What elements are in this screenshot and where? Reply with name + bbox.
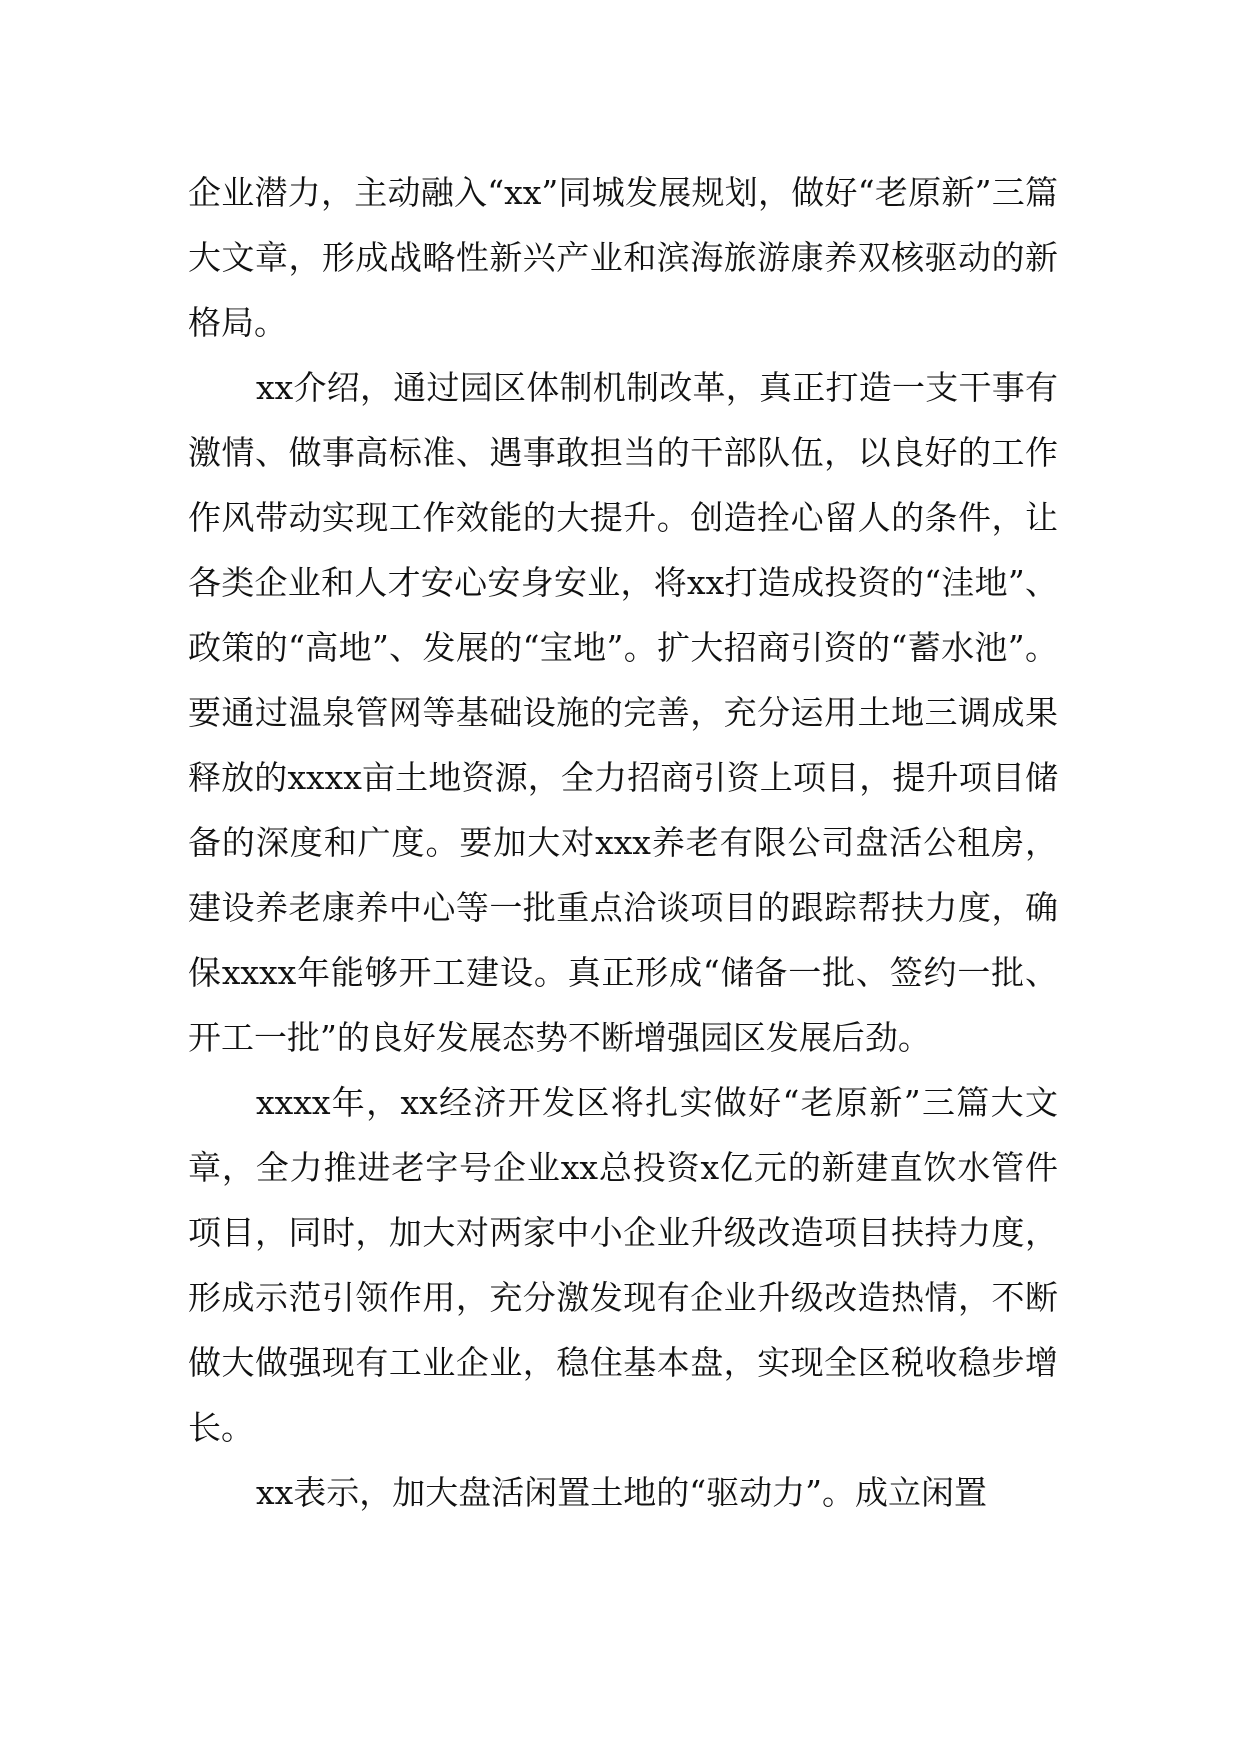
paragraph-continued: 企业潜力，主动融入“xx”同城发展规划，做好“老原新”三篇大文章，形成战略性新兴产业和滨海旅游康养双核驱动的新格局。 <box>188 173 1058 342</box>
paragraph: xx表示，加大盘活闲置土地的“驱动力”。成立闲置 <box>256 1473 987 1512</box>
document-body <box>188 160 1058 1525</box>
paragraph: xxxx年，xx经济开发区将扎实做好“老原新”三篇大文章，全力推进老字号企业xx总投资x亿元的新建直饮水管件项目，同时，加大对两家中小企业升级改造项目扶持力度，形成示范引领作用，充分激发现有企业升级改造热情，不断做大做强现有工业企业，稳住基本盘，实现全区税收稳步增长。 <box>188 1083 1058 1447</box>
paragraph: xx介绍，通过园区体制机制改革，真正打造一支干事有激情、做事高标准、遇事敢担当的干部队伍，以良好的工作作风带动实现工作效能的大提升。创造拴心留人的条件，让各类企业和人才安心安身安业，将xx打造成投资的“洼地”、政策的“高地”、发展的“宝地”。扩大招商引资的“蓄水池”。要通过温泉管网等基础设施的完善，充分运用土地三调成果释放的xxxx亩土地资源，全力招商引资上项目，提升项目储备的深度和广度。要加大对xxx养老有限公司盘活公租房，建设养老康养中心等一批重点洽谈项目的跟踪帮扶力度，确保xxxx年能够开工建设。真正形成“储备一批、签约一批、开工一批”的良好发展态势不断增强园区发展后劲。 <box>188 368 1058 1057</box>
